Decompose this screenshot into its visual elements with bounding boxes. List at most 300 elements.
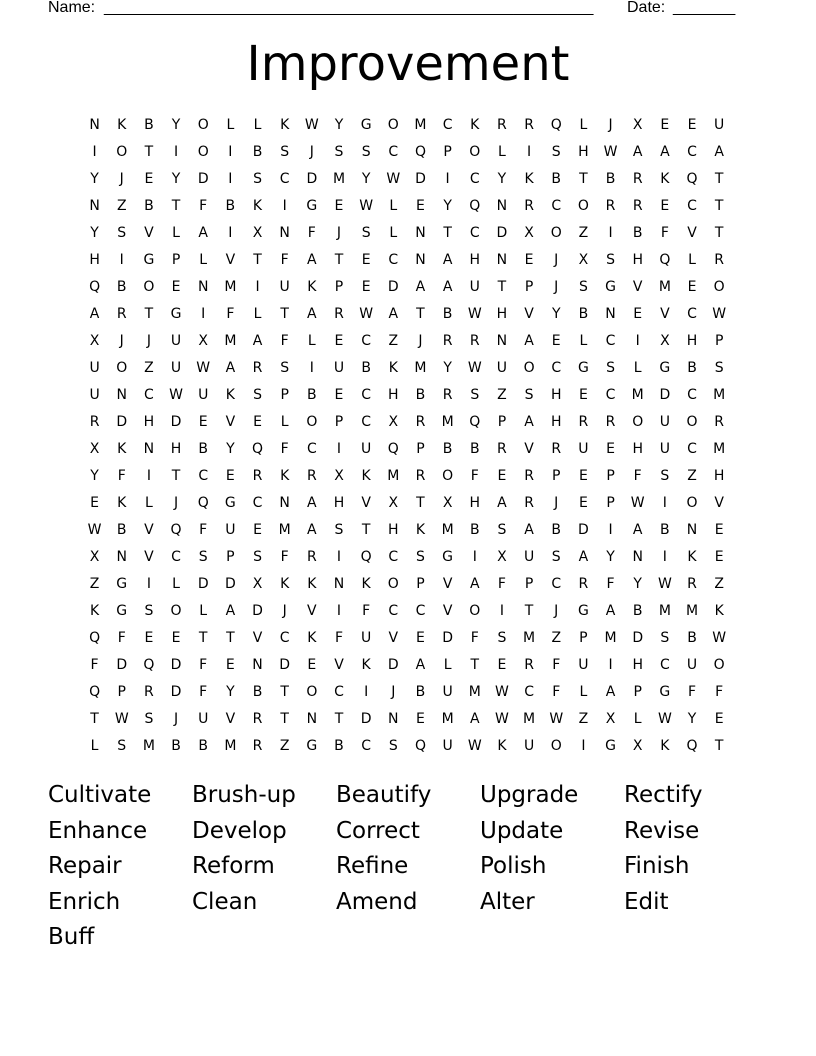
grid-letter[interactable]: U — [686, 657, 698, 673]
grid-letter[interactable]: S — [253, 171, 262, 187]
grid-letter[interactable]: R — [442, 333, 453, 349]
grid-letter[interactable]: C — [469, 225, 480, 241]
grid-letter[interactable]: R — [252, 738, 263, 754]
grid-letter[interactable]: Q — [659, 252, 671, 268]
grid-letter[interactable]: C — [687, 198, 697, 214]
grid-letter[interactable]: A — [307, 252, 317, 268]
grid-letter[interactable]: I — [662, 549, 667, 565]
grid-letter[interactable]: F — [633, 468, 642, 484]
grid-letter[interactable]: E — [144, 630, 154, 646]
grid-letter[interactable]: U — [659, 414, 670, 430]
grid-letter[interactable]: J — [119, 333, 124, 349]
grid-letter[interactable]: X — [388, 414, 399, 430]
grid-letter[interactable]: Q — [89, 630, 101, 646]
grid-letter[interactable]: E — [90, 495, 99, 511]
grid-letter[interactable]: Q — [360, 549, 372, 565]
grid-letter[interactable]: N — [306, 711, 318, 727]
grid-letter[interactable]: I — [364, 684, 369, 700]
grid-letter[interactable]: W — [712, 306, 727, 322]
grid-letter[interactable]: I — [472, 549, 477, 565]
grid-letter[interactable]: M — [604, 630, 617, 646]
grid-letter[interactable]: N — [279, 495, 290, 511]
grid-letter[interactable]: G — [605, 279, 616, 295]
grid-letter[interactable]: L — [90, 738, 99, 754]
grid-letter[interactable]: F — [552, 684, 561, 700]
grid-letter[interactable]: D — [387, 279, 399, 295]
grid-letter[interactable]: W — [495, 684, 509, 700]
grid-letter[interactable]: J — [608, 117, 613, 133]
grid-letter[interactable]: T — [416, 306, 425, 322]
grid-letter[interactable]: K — [280, 468, 290, 484]
grid-letter[interactable]: J — [554, 495, 559, 511]
grid-letter[interactable]: N — [116, 387, 127, 403]
grid-letter[interactable]: K — [307, 576, 317, 592]
grid-letter[interactable]: H — [550, 414, 562, 430]
grid-letter[interactable]: Z — [388, 333, 399, 349]
grid-letter[interactable]: B — [442, 441, 453, 457]
grid-letter[interactable]: B — [442, 306, 453, 322]
grid-letter[interactable]: A — [442, 279, 453, 295]
grid-letter[interactable]: S — [334, 144, 344, 160]
grid-letter[interactable]: F — [552, 657, 561, 673]
grid-letter[interactable]: Y — [443, 198, 452, 214]
grid-letter[interactable]: T — [524, 603, 534, 619]
grid-letter[interactable]: B — [361, 360, 371, 376]
grid-letter[interactable]: R — [497, 441, 507, 457]
grid-letter[interactable]: B — [225, 198, 236, 214]
grid-letter[interactable]: E — [497, 468, 507, 484]
grid-letter[interactable]: C — [524, 684, 534, 700]
date-field[interactable]: _______ — [673, 0, 736, 16]
grid-letter[interactable]: T — [470, 657, 480, 673]
grid-letter[interactable]: U — [496, 360, 508, 376]
grid-letter[interactable]: B — [605, 171, 616, 187]
grid-letter[interactable]: E — [687, 117, 697, 133]
grid-letter[interactable]: Q — [469, 198, 481, 214]
grid-letter[interactable]: R — [714, 414, 725, 430]
grid-letter[interactable]: W — [114, 711, 129, 727]
grid-letter[interactable]: N — [415, 225, 426, 241]
grid-letter[interactable]: P — [117, 684, 126, 700]
grid-letter[interactable]: L — [199, 603, 208, 619]
grid-letter[interactable]: T — [714, 225, 724, 241]
grid-letter[interactable]: X — [198, 333, 208, 349]
grid-letter[interactable]: A — [632, 522, 643, 538]
grid-letter[interactable]: A — [388, 306, 399, 322]
grid-letter[interactable]: O — [523, 360, 535, 376]
grid-letter[interactable]: R — [89, 414, 100, 430]
grid-letter[interactable]: H — [632, 657, 643, 673]
grid-letter[interactable]: U — [89, 387, 100, 403]
grid-letter[interactable]: I — [336, 549, 342, 565]
grid-letter[interactable]: I — [635, 333, 640, 349]
grid-letter[interactable]: X — [89, 441, 100, 457]
grid-letter[interactable]: S — [497, 630, 507, 646]
grid-letter[interactable]: G — [116, 603, 128, 619]
grid-letter[interactable]: H — [550, 387, 562, 403]
grid-letter[interactable]: P — [334, 414, 344, 430]
grid-letter[interactable]: E — [687, 279, 697, 295]
grid-letter[interactable]: U — [578, 657, 589, 673]
grid-letter[interactable]: T — [443, 225, 452, 241]
grid-letter[interactable]: W — [386, 171, 401, 187]
grid-letter[interactable]: M — [658, 603, 671, 619]
grid-letter[interactable]: O — [713, 657, 725, 673]
grid-letter[interactable]: C — [659, 657, 670, 673]
grid-letter[interactable]: A — [198, 225, 208, 241]
grid-letter[interactable]: V — [361, 495, 371, 511]
grid-letter[interactable]: P — [524, 279, 534, 295]
grid-letter[interactable]: M — [523, 630, 536, 646]
grid-letter[interactable]: A — [605, 603, 616, 619]
grid-letter[interactable]: Q — [252, 441, 264, 457]
grid-letter[interactable]: C — [442, 117, 453, 133]
grid-letter[interactable]: X — [442, 495, 453, 511]
grid-letter[interactable]: E — [551, 333, 561, 349]
grid-letter[interactable]: A — [442, 252, 453, 268]
grid-letter[interactable]: R — [497, 117, 507, 133]
grid-letter[interactable]: Q — [414, 738, 426, 754]
grid-letter[interactable]: B — [660, 522, 670, 538]
grid-letter[interactable]: M — [224, 279, 237, 295]
grid-letter[interactable]: F — [280, 252, 289, 268]
grid-letter[interactable]: F — [606, 576, 615, 592]
grid-letter[interactable]: Q — [89, 684, 101, 700]
grid-letter[interactable]: Y — [633, 576, 642, 592]
grid-letter[interactable]: R — [524, 657, 534, 673]
grid-letter[interactable]: A — [415, 657, 426, 673]
grid-letter[interactable]: P — [497, 414, 507, 430]
grid-letter[interactable]: Q — [686, 171, 698, 187]
grid-letter[interactable]: P — [226, 549, 235, 565]
grid-letter[interactable]: V — [442, 603, 453, 619]
grid-letter[interactable]: G — [659, 360, 671, 376]
grid-letter[interactable]: A — [89, 306, 100, 322]
grid-letter[interactable]: S — [524, 387, 534, 403]
grid-letter[interactable]: J — [173, 495, 179, 511]
grid-letter[interactable]: F — [90, 657, 99, 673]
grid-letter[interactable]: Y — [443, 360, 452, 376]
grid-letter[interactable]: F — [199, 684, 208, 700]
grid-letter[interactable]: F — [334, 630, 344, 646]
grid-letter[interactable]: G — [143, 252, 155, 268]
grid-letter[interactable]: B — [687, 360, 697, 376]
grid-letter[interactable]: M — [414, 360, 427, 376]
grid-letter[interactable]: C — [361, 387, 372, 403]
grid-letter[interactable]: H — [170, 441, 182, 457]
grid-letter[interactable]: T — [171, 468, 181, 484]
grid-letter[interactable]: R — [524, 198, 534, 214]
grid-letter[interactable]: D — [170, 684, 182, 700]
grid-letter[interactable]: Z — [578, 711, 589, 727]
grid-letter[interactable]: I — [499, 603, 504, 619]
grid-letter[interactable]: H — [496, 306, 508, 322]
grid-letter[interactable]: O — [686, 495, 698, 511]
grid-letter[interactable]: Y — [687, 711, 697, 727]
grid-letter[interactable]: E — [578, 468, 588, 484]
grid-letter[interactable]: H — [469, 495, 481, 511]
grid-letter[interactable]: P — [552, 468, 561, 484]
grid-letter[interactable]: M — [713, 387, 726, 403]
grid-letter[interactable]: O — [550, 738, 562, 754]
grid-letter[interactable]: X — [388, 495, 399, 511]
grid-letter[interactable]: K — [117, 495, 127, 511]
grid-letter[interactable]: R — [144, 684, 154, 700]
grid-letter[interactable]: A — [660, 144, 670, 160]
grid-letter[interactable]: W — [630, 495, 645, 511]
grid-letter[interactable]: N — [89, 198, 100, 214]
grid-letter[interactable]: W — [495, 711, 509, 727]
grid-letter[interactable]: V — [660, 306, 670, 322]
grid-letter[interactable]: X — [632, 117, 643, 133]
grid-letter[interactable]: L — [498, 144, 506, 160]
grid-letter[interactable]: E — [361, 279, 371, 295]
grid-letter[interactable]: W — [359, 306, 374, 322]
grid-letter[interactable]: V — [687, 225, 697, 241]
grid-letter[interactable]: H — [143, 414, 155, 430]
grid-letter[interactable]: V — [144, 225, 154, 241]
grid-letter[interactable]: S — [144, 603, 154, 619]
grid-letter[interactable]: F — [307, 225, 316, 241]
grid-letter[interactable]: X — [578, 252, 589, 268]
grid-letter[interactable]: S — [280, 360, 290, 376]
grid-letter[interactable]: Z — [714, 576, 724, 592]
grid-letter[interactable]: F — [715, 684, 724, 700]
grid-letter[interactable]: F — [362, 603, 371, 619]
grid-letter[interactable]: G — [170, 306, 182, 322]
grid-letter[interactable]: E — [714, 549, 724, 565]
grid-letter[interactable]: I — [146, 576, 151, 592]
grid-letter[interactable]: R — [687, 576, 697, 592]
grid-letter[interactable]: D — [578, 522, 589, 538]
grid-letter[interactable]: E — [253, 414, 262, 430]
grid-letter[interactable]: U — [523, 738, 535, 754]
grid-letter[interactable]: S — [388, 738, 398, 754]
grid-letter[interactable]: D — [279, 657, 291, 673]
grid-letter[interactable]: R — [524, 117, 534, 133]
grid-letter[interactable]: D — [170, 414, 182, 430]
grid-letter[interactable]: Q — [469, 414, 481, 430]
grid-letter[interactable]: T — [280, 684, 289, 700]
grid-letter[interactable]: B — [632, 225, 643, 241]
grid-letter[interactable]: U — [361, 630, 372, 646]
grid-letter[interactable]: L — [579, 684, 588, 700]
grid-letter[interactable]: N — [333, 576, 345, 592]
grid-letter[interactable]: E — [171, 279, 181, 295]
grid-letter[interactable]: U — [225, 522, 236, 538]
grid-letter[interactable]: L — [688, 252, 696, 268]
grid-letter[interactable]: N — [279, 225, 290, 241]
grid-letter[interactable]: D — [197, 576, 209, 592]
grid-letter[interactable]: Y — [226, 441, 235, 457]
grid-letter[interactable]: R — [632, 198, 643, 214]
grid-letter[interactable]: Q — [387, 441, 399, 457]
grid-letter[interactable]: W — [87, 522, 102, 538]
grid-letter[interactable]: K — [361, 657, 371, 673]
grid-letter[interactable]: I — [527, 144, 532, 160]
grid-letter[interactable]: E — [225, 468, 235, 484]
grid-letter[interactable]: S — [578, 279, 588, 295]
grid-letter[interactable]: A — [578, 549, 589, 565]
grid-letter[interactable]: X — [89, 549, 100, 565]
grid-letter[interactable]: E — [578, 387, 588, 403]
grid-letter[interactable]: C — [605, 387, 616, 403]
grid-letter[interactable]: S — [253, 549, 262, 565]
grid-letter[interactable]: K — [415, 522, 426, 538]
grid-letter[interactable]: F — [117, 468, 126, 484]
grid-letter[interactable]: Y — [334, 117, 344, 133]
grid-letter[interactable]: A — [524, 414, 534, 430]
grid-letter[interactable]: K — [280, 576, 290, 592]
grid-letter[interactable]: L — [579, 117, 588, 133]
grid-letter[interactable]: U — [578, 441, 589, 457]
grid-letter[interactable]: F — [199, 522, 208, 538]
grid-letter[interactable]: E — [334, 333, 344, 349]
grid-letter[interactable]: U — [659, 441, 670, 457]
grid-letter[interactable]: R — [578, 414, 589, 430]
grid-letter[interactable]: O — [197, 117, 209, 133]
grid-letter[interactable]: C — [334, 684, 344, 700]
grid-letter[interactable]: C — [388, 549, 399, 565]
grid-letter[interactable]: B — [551, 171, 562, 187]
grid-letter[interactable]: F — [687, 684, 697, 700]
grid-letter[interactable]: S — [551, 549, 561, 565]
grid-letter[interactable]: D — [442, 630, 453, 646]
grid-letter[interactable]: D — [659, 387, 671, 403]
grid-letter[interactable]: V — [225, 414, 236, 430]
grid-letter[interactable]: S — [198, 549, 208, 565]
grid-letter[interactable]: M — [468, 684, 481, 700]
grid-letter[interactable]: S — [714, 360, 724, 376]
grid-letter[interactable]: K — [252, 198, 263, 214]
grid-letter[interactable]: V — [252, 630, 263, 646]
grid-letter[interactable]: I — [92, 144, 97, 160]
grid-letter[interactable]: A — [469, 711, 480, 727]
grid-letter[interactable]: N — [89, 117, 100, 133]
grid-letter[interactable]: K — [307, 279, 317, 295]
grid-letter[interactable]: K — [714, 603, 724, 619]
grid-letter[interactable]: T — [334, 711, 344, 727]
grid-letter[interactable]: U — [714, 117, 725, 133]
grid-letter[interactable]: R — [632, 171, 643, 187]
grid-letter[interactable]: K — [89, 603, 100, 619]
grid-letter[interactable]: B — [632, 603, 643, 619]
grid-letter[interactable]: P — [443, 144, 452, 160]
grid-letter[interactable]: V — [524, 441, 534, 457]
grid-letter[interactable]: U — [198, 711, 209, 727]
grid-letter[interactable]: V — [144, 522, 154, 538]
grid-letter[interactable]: L — [389, 198, 398, 214]
grid-letter[interactable]: S — [470, 387, 480, 403]
grid-letter[interactable]: D — [387, 657, 399, 673]
grid-letter[interactable]: O — [550, 225, 562, 241]
grid-letter[interactable]: K — [361, 468, 371, 484]
grid-letter[interactable]: O — [170, 603, 182, 619]
grid-letter[interactable]: Q — [414, 144, 426, 160]
grid-letter[interactable]: H — [632, 252, 643, 268]
grid-letter[interactable]: D — [632, 630, 644, 646]
grid-letter[interactable]: K — [687, 549, 697, 565]
grid-letter[interactable]: Y — [90, 171, 99, 187]
grid-letter[interactable]: B — [334, 738, 344, 754]
grid-letter[interactable]: E — [307, 657, 317, 673]
grid-letter[interactable]: C — [551, 198, 562, 214]
grid-letter[interactable]: P — [280, 387, 289, 403]
grid-letter[interactable]: F — [199, 657, 208, 673]
grid-letter[interactable]: A — [497, 495, 507, 511]
grid-letter[interactable]: L — [253, 117, 262, 133]
grid-letter[interactable]: S — [660, 630, 670, 646]
grid-letter[interactable]: J — [391, 684, 396, 700]
grid-letter[interactable]: T — [497, 279, 507, 295]
grid-letter[interactable]: T — [144, 144, 154, 160]
grid-letter[interactable]: J — [309, 144, 314, 160]
grid-letter[interactable]: P — [606, 495, 615, 511]
grid-letter[interactable]: M — [441, 414, 454, 430]
grid-letter[interactable]: L — [226, 117, 235, 133]
grid-letter[interactable]: W — [467, 306, 482, 322]
grid-letter[interactable]: C — [687, 144, 697, 160]
grid-letter[interactable]: O — [143, 279, 155, 295]
grid-letter[interactable]: Y — [226, 684, 235, 700]
grid-letter[interactable]: C — [306, 441, 317, 457]
grid-letter[interactable]: V — [442, 576, 453, 592]
grid-letter[interactable]: E — [660, 117, 670, 133]
grid-letter[interactable]: Q — [89, 279, 101, 295]
grid-letter[interactable]: A — [469, 576, 480, 592]
grid-letter[interactable]: W — [169, 387, 183, 403]
grid-letter[interactable]: T — [253, 252, 262, 268]
grid-letter[interactable]: B — [198, 738, 208, 754]
grid-letter[interactable]: K — [497, 738, 507, 754]
grid-letter[interactable]: K — [660, 738, 670, 754]
grid-letter[interactable]: F — [280, 549, 289, 565]
grid-letter[interactable]: K — [388, 360, 398, 376]
grid-letter[interactable]: V — [307, 603, 317, 619]
grid-letter[interactable]: H — [578, 144, 589, 160]
grid-letter[interactable]: R — [605, 414, 616, 430]
grid-letter[interactable]: A — [415, 279, 426, 295]
grid-letter[interactable]: J — [146, 333, 151, 349]
grid-letter[interactable]: I — [201, 306, 206, 322]
grid-letter[interactable]: R — [306, 468, 317, 484]
grid-letter[interactable]: T — [714, 738, 724, 754]
grid-letter[interactable]: M — [332, 171, 346, 187]
grid-letter[interactable]: U — [89, 360, 100, 376]
grid-letter[interactable]: K — [117, 117, 127, 133]
grid-letter[interactable]: O — [469, 603, 481, 619]
grid-letter[interactable]: H — [686, 333, 698, 349]
grid-letter[interactable]: V — [225, 711, 236, 727]
grid-letter[interactable]: O — [577, 198, 589, 214]
grid-letter[interactable]: K — [117, 441, 127, 457]
grid-letter[interactable]: K — [225, 387, 235, 403]
grid-letter[interactable]: B — [252, 144, 263, 160]
grid-letter[interactable]: C — [551, 576, 562, 592]
grid-letter[interactable]: A — [632, 144, 643, 160]
grid-letter[interactable]: M — [631, 387, 644, 403]
grid-letter[interactable]: S — [334, 522, 344, 538]
grid-letter[interactable]: Q — [197, 495, 209, 511]
grid-letter[interactable]: X — [89, 333, 100, 349]
grid-letter[interactable]: P — [171, 252, 181, 268]
grid-letter[interactable]: I — [336, 441, 342, 457]
grid-letter[interactable]: J — [554, 603, 559, 619]
grid-letter[interactable]: T — [171, 198, 181, 214]
grid-letter[interactable]: B — [551, 522, 562, 538]
grid-letter[interactable]: W — [304, 117, 319, 133]
grid-letter[interactable]: Q — [143, 657, 155, 673]
